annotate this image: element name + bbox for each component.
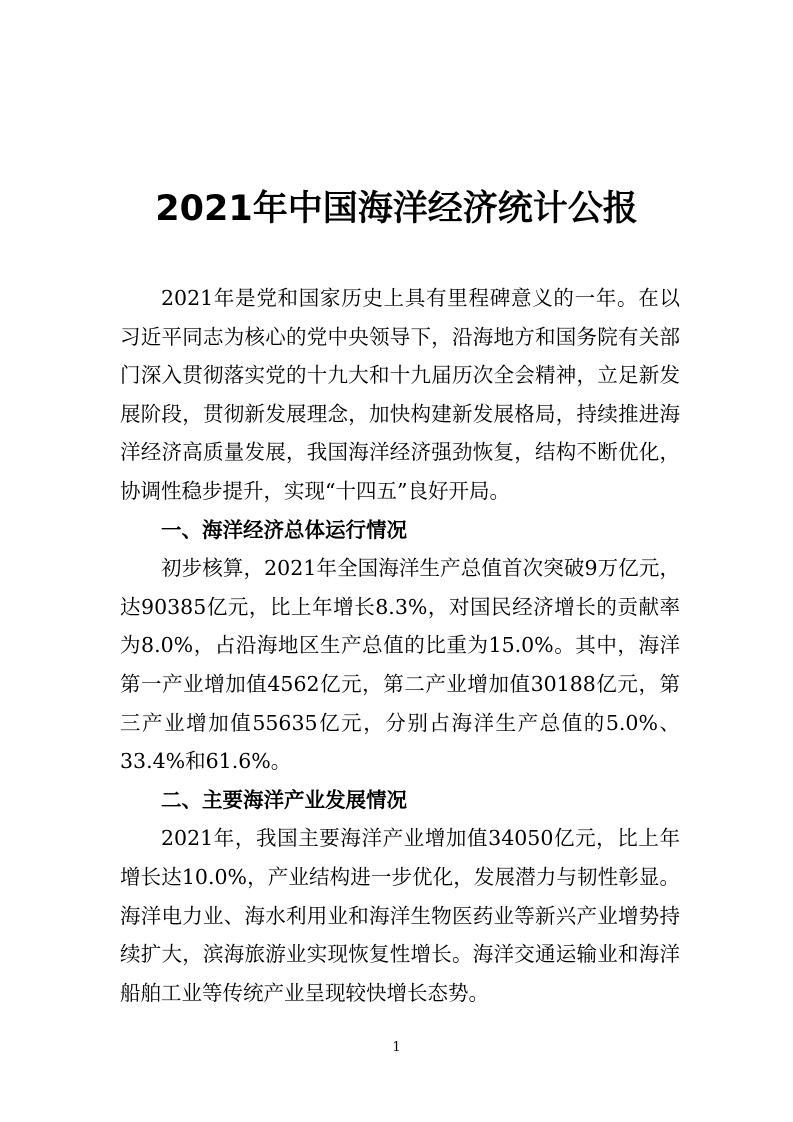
document-title: 2021年中国海洋经济统计公报 bbox=[155, 189, 638, 229]
section-paragraph: 初步核算，2021年全国海洋生产总值首次突破9万亿元，达90385亿元，比上年增长8.3%，对国民经济增长的贡献率为8.0%，占沿海地区生产总值的比重为15.0%。其中，海洋第一产业增加值4562亿元，第二产业增加值30188亿元，第三产业增加值55635亿元，分别占海洋生产总值的5.0%、33.4%和61.6%。 bbox=[120, 556, 680, 774]
page-number: 1 bbox=[392, 1040, 401, 1055]
section-heading: 二、主要海洋产业发展情况 bbox=[161, 787, 407, 812]
section-industries bbox=[120, 781, 680, 1013]
section-overall bbox=[120, 511, 680, 781]
document-body bbox=[120, 279, 680, 1012]
section-heading: 一、海洋经济总体运行情况 bbox=[161, 517, 407, 542]
intro-paragraph: 2021年是党和国家历史上具有里程碑意义的一年。在以习近平同志为核心的党中央领导下，沿海地方和国务院有关部门深入贯彻落实党的十九大和十九届历次全会精神，立足新发展阶段，贯彻新发展理念，加快构建新发展格局，持续推进海洋经济高质量发展，我国海洋经济强劲恢复，结构不断优化，协调性稳步提升，实现“十四五”良好开局。 bbox=[120, 286, 680, 503]
section-paragraph: 2021年，我国主要海洋产业增加值34050亿元，比上年增长达10.0%，产业结构进一步优化，发展潜力与韧性彰显。海洋电力业、海水利用业和海洋生物医药业等新兴产业增势持续扩大，滨海旅游业实现恢复性增长。海洋交通运输业和海洋船舶工业等传统产业呈现较快增长态势。 bbox=[120, 826, 680, 1005]
